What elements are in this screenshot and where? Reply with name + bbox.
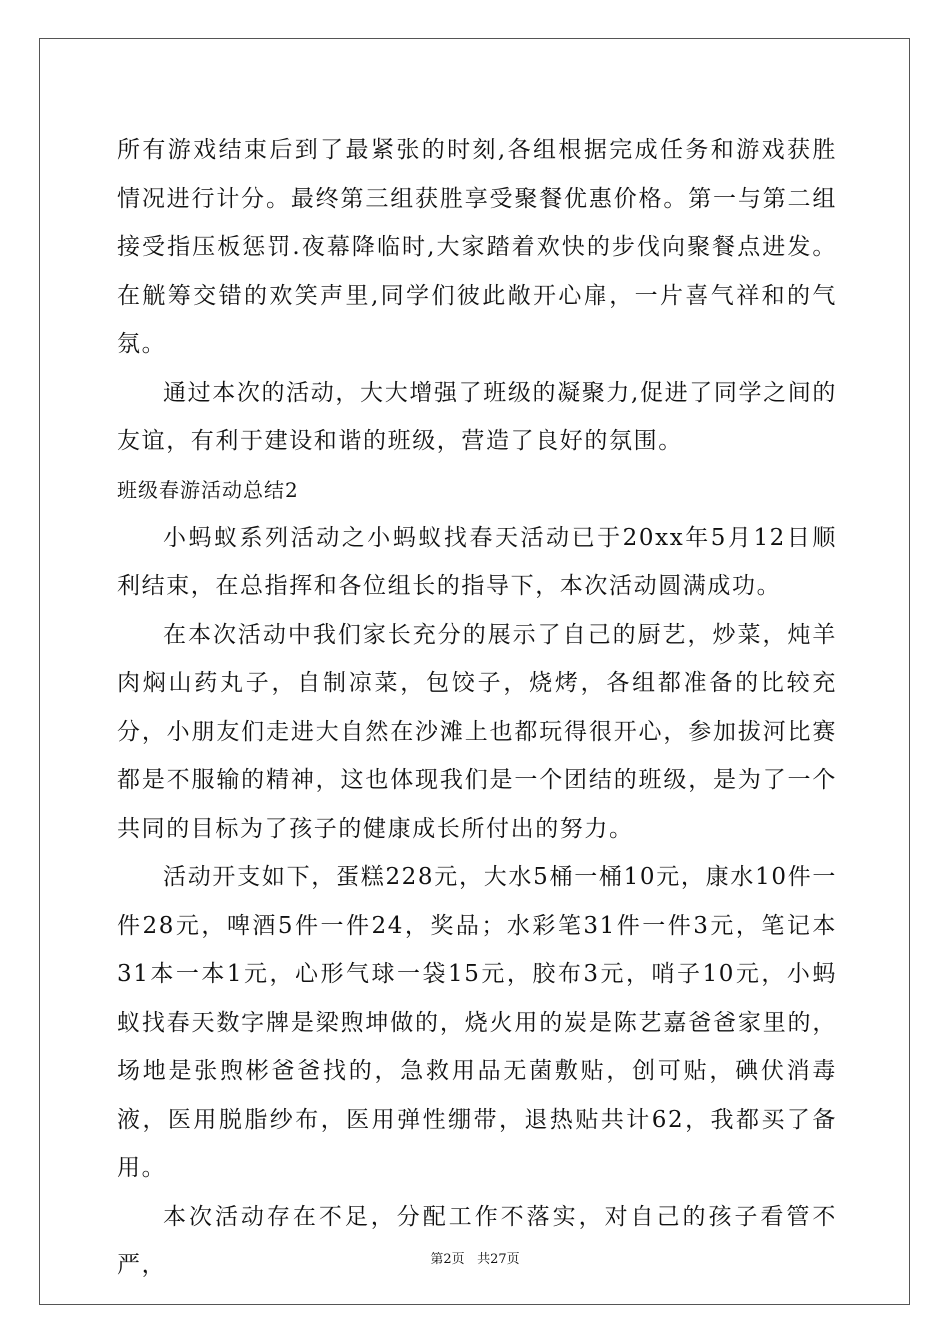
paragraph-6: 本次活动存在不足，分配工作不落实，对自己的孩子看管不严， xyxy=(117,1203,837,1278)
paragraph-4: 在本次活动中我们家长充分的展示了自己的厨艺，炒菜，炖羊肉焖山药丸子，自制凉菜，包饺子，烧烤，各组都准备的比较充分，小朋友们走进大自然在沙滩上也都玩得很开心，参加拔河比赛都是不服输的精神，这也体现我们是一个团结的班级，是为了一个共同的目标为了孩子的健康成长所付出的努力。 xyxy=(117,621,837,842)
page-total: 共27页 xyxy=(477,1252,520,1267)
page-footer xyxy=(0,1248,950,1267)
page-number: 第2页 xyxy=(430,1252,465,1267)
paragraph-3: 小蚂蚁系列活动之小蚂蚁找春天活动已于20xx年5月12日顺利结束，在总指挥和各位组长的指导下，本次活动圆满成功。 xyxy=(117,524,837,599)
paragraph-2: 通过本次的活动，大大增强了班级的凝聚力,促进了同学之间的友谊，有利于建设和谐的班级，营造了良好的氛围。 xyxy=(117,379,837,454)
section-heading: 班级春游活动总结2 xyxy=(117,477,299,502)
document-body xyxy=(117,126,837,1290)
paragraph-5: 活动开支如下，蛋糕228元，大水5桶一桶10元，康水10件一件28元，啤酒5件一件24，奖品；水彩笔31件一件3元，笔记本31本一本1元，心形气球一袋15元，胶布3元，哨子10元，小蚂蚁找春天数字牌是梁煦坤做的，烧火用的炭是陈艺嘉爸爸家里的，场地是张煦彬爸爸找的，急救用品无菌敷贴，创可贴，碘伏消毒液，医用脱脂纱布，医用弹性绷带，退热贴共计62，我都买了备用。 xyxy=(117,864,837,1181)
paragraph-1: 所有游戏结束后到了最紧张的时刻,各组根据完成任务和游戏获胜情况进行计分。最终第三组获胜享受聚餐优惠价格。第一与第二组接受指压板惩罚.夜幕降临时,大家踏着欢快的步伐向聚餐点进发。在觥筹交错的欢笑声里,同学们彼此敞开心扉，一片喜气祥和的气氛。 xyxy=(117,137,837,357)
